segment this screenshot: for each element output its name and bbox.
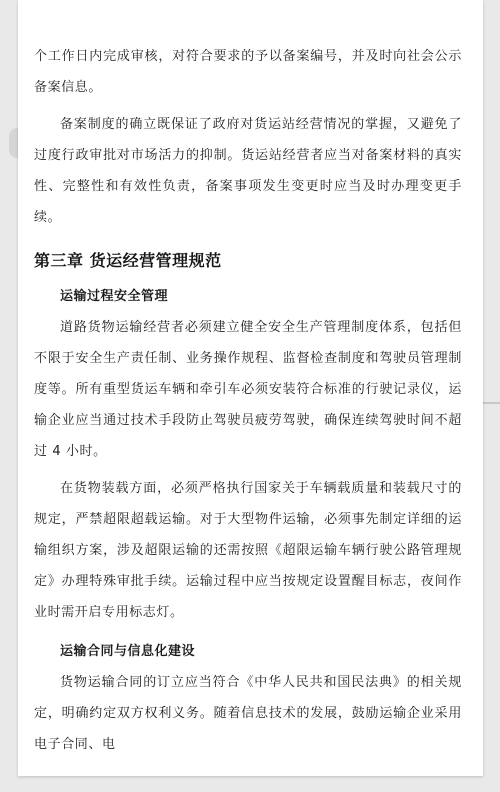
paragraph-contracts: 货物运输合同的订立应当符合《中华人民共和国民法典》的相关规定，明确约定双方权利义务。随着信息技术的发展，鼓励运输企业采用电子合同、电 [34, 675, 462, 752]
section-heading-contracts: 运输合同与信息化建设 [60, 644, 196, 659]
chapter-heading: 第三章 货运经营管理规范 [34, 251, 222, 270]
paragraph-loading-rules: 在货物装载方面，必须严格执行国家关于车辆载质量和装载尺寸的规定，严禁超限超载运输。对于大型物件运输，必须事先制定详细的运输组织方案，涉及超限运输的还需按照《超限运输车辆行驶公路管理规定》办理特殊审批手续。运输过程中应当按规定设置醒目标志，夜间作业时需开启专用标志灯。 [34, 481, 462, 620]
page-edge-marker [483, 402, 500, 404]
page-content [34, 0, 462, 760]
document-page [18, 0, 483, 776]
paragraph-filing-system: 备案制度的确立既保证了政府对货运站经营情况的掌握，又避免了过度行政审批对市场活力的抑制。货运站经营者应当对备案材料的真实性、完整性和有效性负责，备案事项发生变更时应当及时办理变更手续。 [34, 117, 462, 225]
paragraph-continued: 个工作日内完成审核，对符合要求的予以备案编号，并及时向社会公示备案信息。 [34, 49, 462, 95]
section-heading-safety: 运输过程安全管理 [60, 289, 169, 304]
paragraph-safety-system: 道路货物运输经营者必须建立健全安全生产管理制度体系，包括但不限于安全生产责任制、业务操作规程、监督检查制度和驾驶员管理制度等。所有重型货运车辆和牵引车必须安装符合标准的行驶记录仪，运输企业应当通过技术手段防止驾驶员疲劳驾驶，确保连续驾驶时间不超过 4 小时。 [34, 320, 462, 459]
